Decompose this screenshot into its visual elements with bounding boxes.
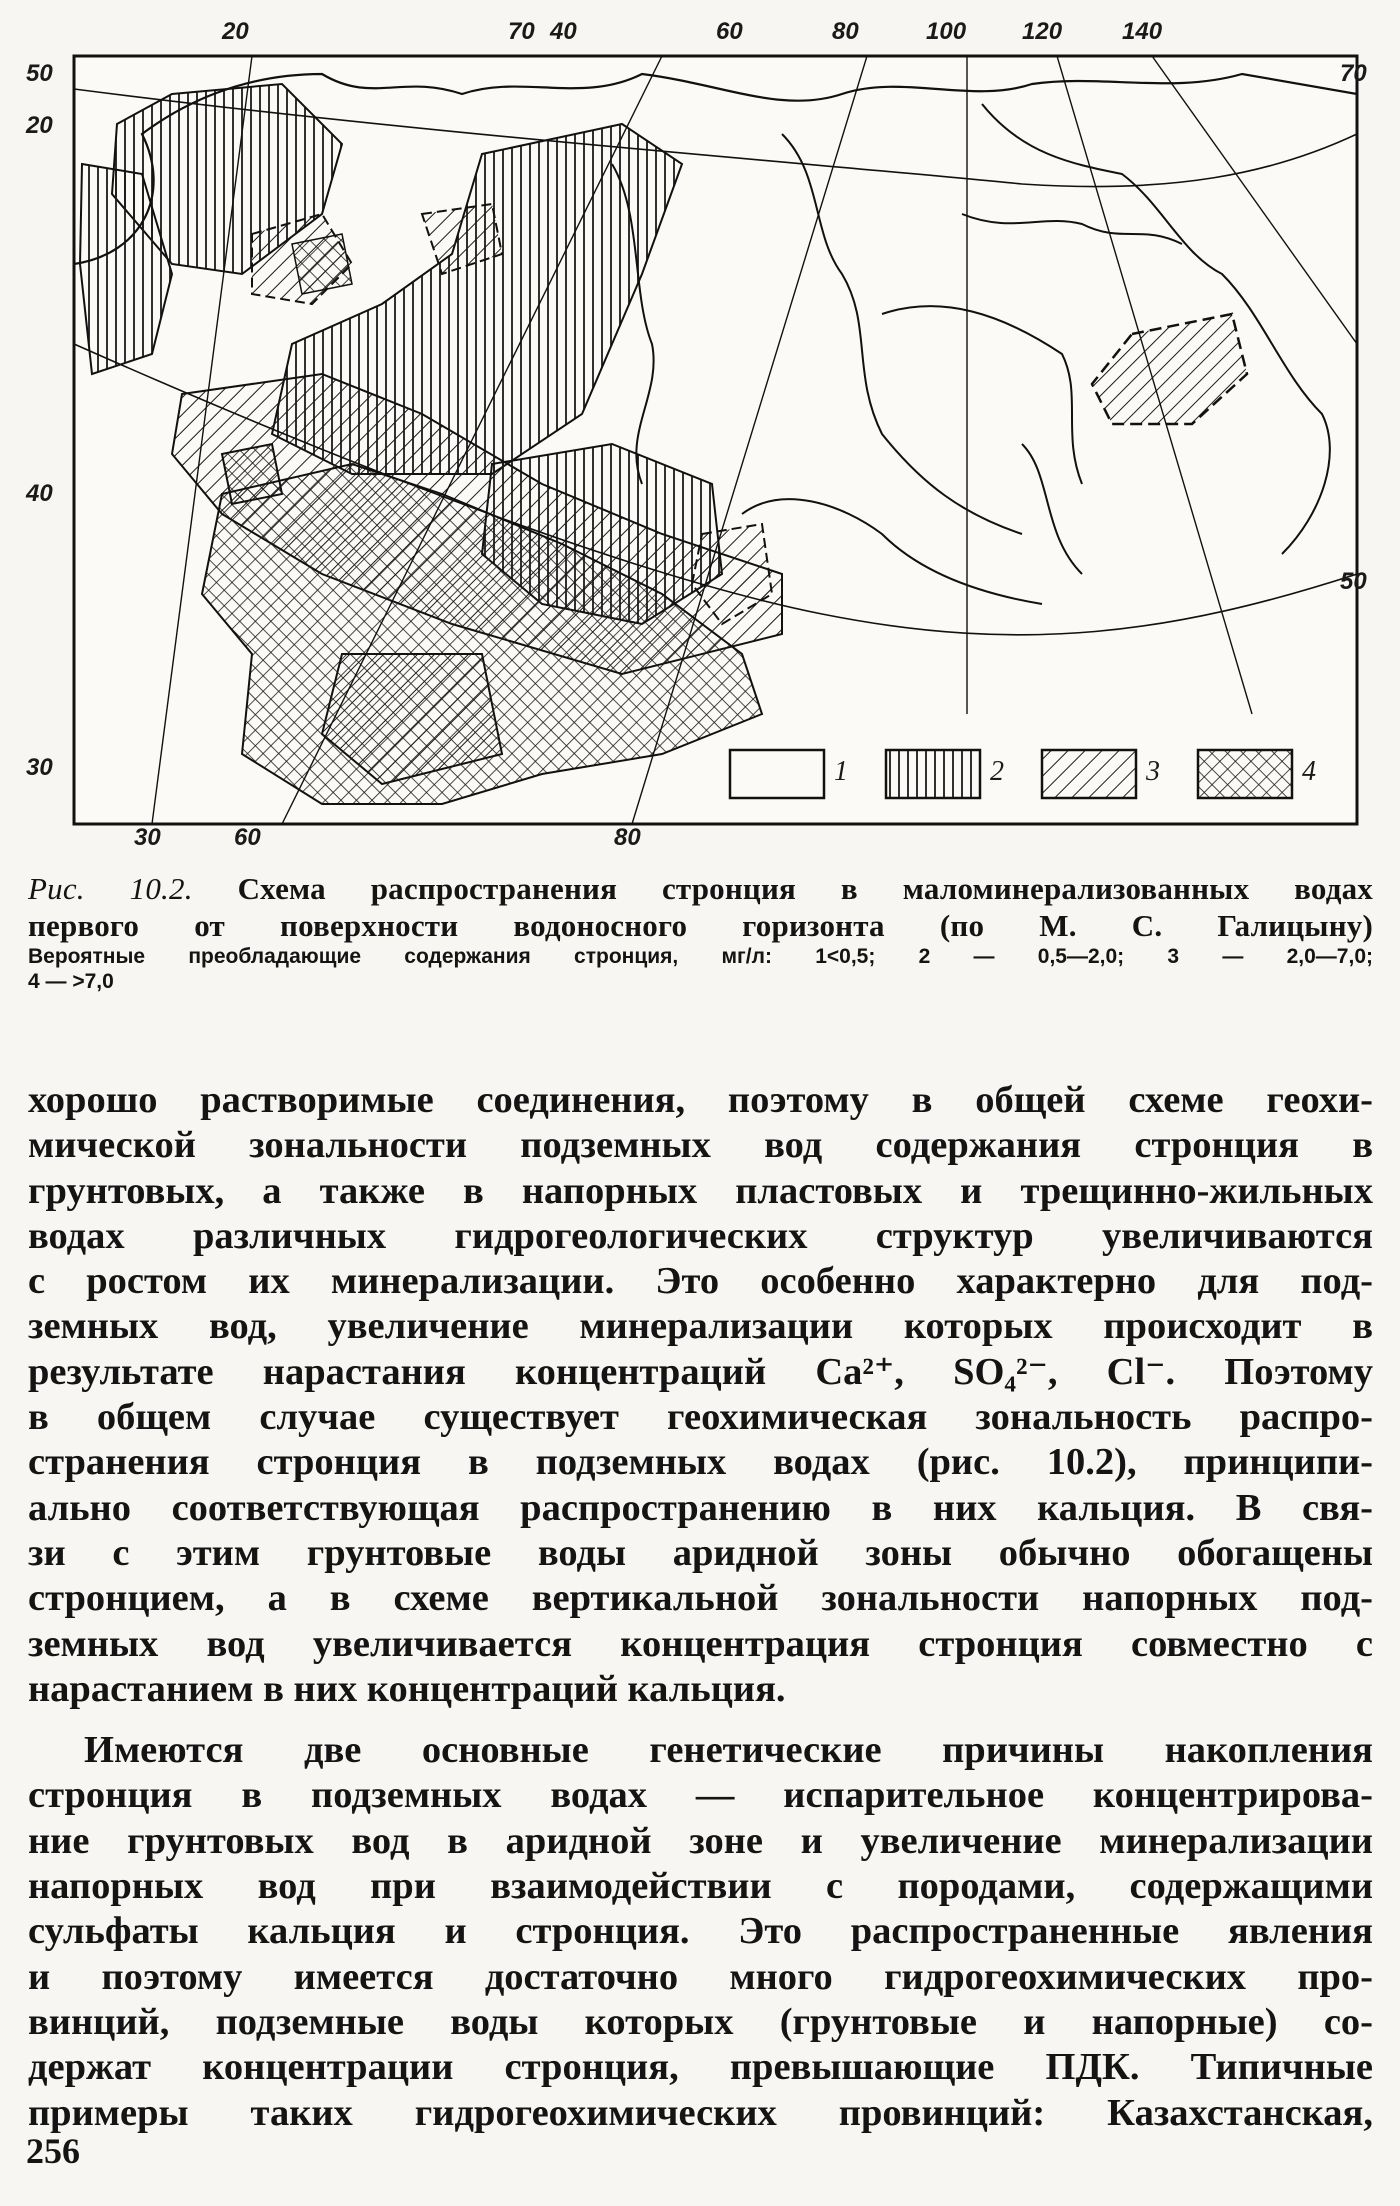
caption-subtitle-line-2: 4 — >7,0	[28, 970, 114, 993]
text-line: держат концентрации стронция, превышающие ПДК. Типичные	[28, 2046, 1373, 2089]
zone-4-west-patch	[222, 444, 282, 504]
figure-number: Рис. 10.2.	[28, 871, 193, 906]
figure-caption	[28, 870, 1373, 994]
top-label-20: 20	[222, 18, 249, 45]
text-line: грунтовых, а также в напорных пластовых и трещинно-жильных	[28, 1169, 1373, 1212]
text-line: результате нарастания концентраций Ca²⁺, SO₄²⁻, Cl⁻. Поэтому	[28, 1350, 1373, 1393]
left-label-40: 40	[26, 480, 53, 507]
bottom-label-30: 30	[134, 824, 161, 851]
caption-subtitle-line-1: Вероятные преобладающие содержания стронция, мг/л: 1<0,5; 2 — 0,5—2,0; 3 — 2,0—7,0;	[28, 945, 1373, 968]
caption-title-line-2: первого от поверхности водоносного горизонта (по М. С. Галицыну)	[28, 908, 1373, 943]
bottom-label-60: 60	[234, 824, 261, 851]
text-line: хорошо растворимые соединения, поэтому в общей схеме геохи-	[28, 1079, 1373, 1121]
text-line: стронция в подземных водах — испарительное концентрирова-	[28, 1774, 1373, 1817]
legend-box-4	[1198, 750, 1292, 798]
legend-box-2	[886, 750, 980, 798]
legend-label-3: 3	[1146, 756, 1160, 787]
left-label-50: 50	[26, 60, 53, 87]
caption-title-text-1: Схема распространения стронция в маломинерализованных водах	[237, 871, 1374, 906]
text-line: сульфаты кальция и стронция. Это распространенные явления	[28, 1910, 1373, 1953]
top-label-40: 40	[550, 18, 577, 45]
text-line: ально соответствующая распространению в них кальция. В свя-	[28, 1486, 1373, 1529]
zone-4-north-patch	[292, 234, 352, 294]
text-line: земных вод увеличивается концентрация стронция совместно с	[28, 1622, 1373, 1665]
left-label-30: 30	[26, 754, 53, 781]
caption-title-line-1	[28, 870, 1373, 907]
text-line: и поэтому имеется достаточно много гидрогеохимических про-	[28, 1955, 1373, 1998]
text-line: стронцием, а в схеме вертикальной зональности напорных под-	[28, 1577, 1373, 1620]
text-line: странения стронция в подземных водах (рис. 10.2), принципи-	[28, 1441, 1373, 1484]
text-line: примеры таких гидрогеохимических провинций: Казахстанская,	[28, 2091, 1373, 2134]
top-label-60: 60	[716, 18, 743, 45]
text-line: с ростом их минерализации. Это особенно характерно для под-	[28, 1260, 1373, 1303]
top-label-80: 80	[832, 18, 859, 45]
bottom-label-80: 80	[614, 824, 641, 851]
right-label-50: 50	[1340, 568, 1367, 595]
text-line: Имеются две основные генетические причины накопления	[84, 1729, 1373, 1772]
body-text	[28, 1078, 1373, 2136]
text-line: водах различных гидрогеологических структур увеличиваются	[28, 1214, 1373, 1257]
legend-label-2: 2	[990, 756, 1004, 787]
text-line: винций, подземные воды которых (грунтовые и напорные) со-	[28, 2000, 1373, 2043]
top-label-100: 100	[926, 18, 967, 45]
page-number: 256	[26, 2131, 80, 2171]
text-line: мической зональности подземных вод содержания стронция в	[28, 1124, 1373, 1167]
paragraph-1	[28, 1078, 1373, 1712]
top-label-140: 140	[1122, 18, 1163, 45]
right-label-70: 70	[1340, 60, 1367, 87]
text-line: напорных вод при взаимодействии с породами, содержащими	[28, 1865, 1373, 1908]
legend-label-1: 1	[834, 756, 848, 787]
strontium-distribution-map	[22, 14, 1378, 850]
top-label-120: 120	[1022, 18, 1063, 45]
legend-box-1	[730, 750, 824, 798]
top-label-70: 70	[508, 18, 535, 45]
paragraph-2	[28, 1728, 1373, 2136]
legend-label-4: 4	[1302, 756, 1316, 787]
text-line: нарастанием в них концентраций кальция.	[28, 1667, 786, 1710]
text-line: в общем случае существует геохимическая зональность распро-	[28, 1396, 1373, 1439]
legend-box-3	[1042, 750, 1136, 798]
left-label-20: 20	[26, 112, 53, 139]
text-line: зи с этим грунтовые воды аридной зоны обычно обогащены	[28, 1531, 1373, 1574]
text-line: земных вод, увеличение минерализации которых происходит в	[28, 1305, 1373, 1348]
text-line: ние грунтовых вод в аридной зоне и увеличение минерализации	[28, 1819, 1373, 1862]
map-drawing	[22, 14, 1378, 850]
